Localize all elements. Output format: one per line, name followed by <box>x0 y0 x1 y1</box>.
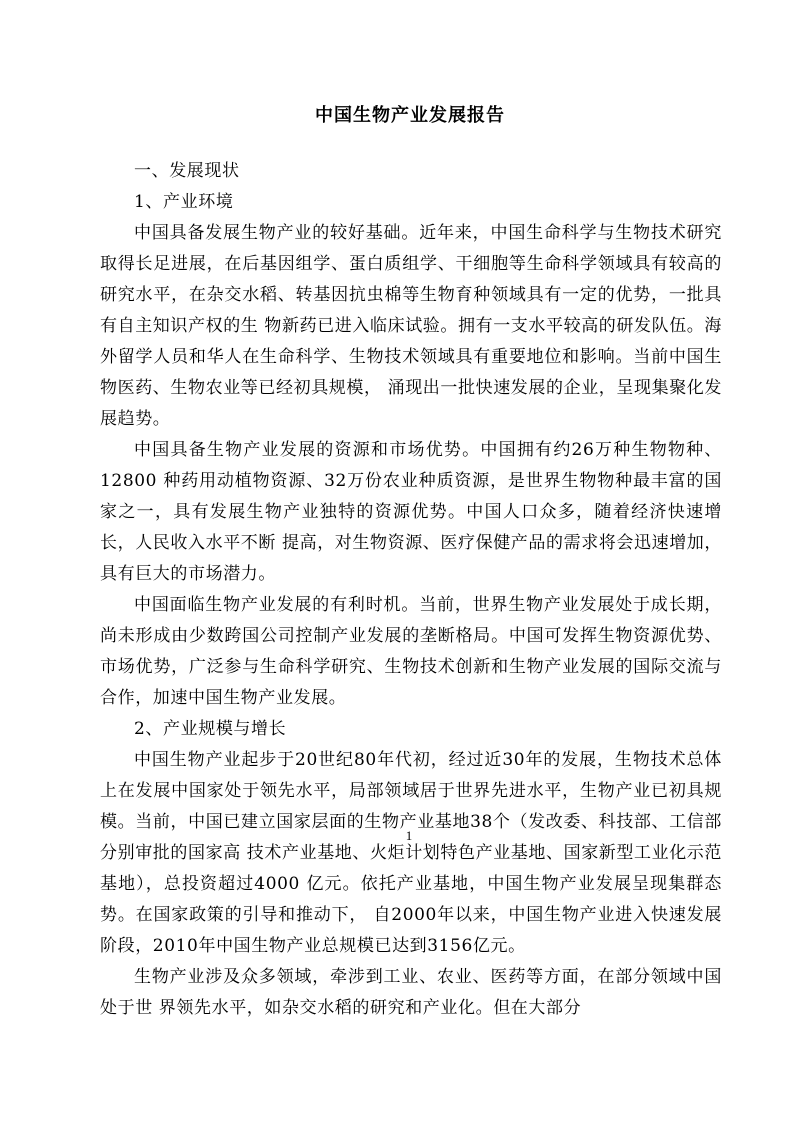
section-heading: 一、发展现状 <box>134 161 240 181</box>
subsection-heading: 1、产业环境 <box>134 192 234 212</box>
paragraph: 中国具备发展生物产业的较好基础。近年来，中国生命科学与生物技术研究取得长足进展，在后基因组学、蛋白质组学、干细胞等生命科学领域具有较高的研究水平，在杂交水稻、转基因抗虫棉等生物育种领域具有一定的优势，一批具有自主知识产权的生 物新药已进入临床试验。拥有一支水平较高的研发队伍。海外留学人员和华人在生命科学、生物技术领域具有重要地位和影响。当前中国生物医药、生物农业等已经初具规模， 涌现出一批快速发展的企业，呈现集聚化发展趋势。 <box>100 223 723 429</box>
paragraph: 中国生物产业起步于20世纪80年代初，经过近30年的发展，生物技术总体上在发展中国家处于领先水平，局部领域居于世界先进水平，生物产业已初具规模。当前，中国已建立国家层面的生物产业基地38个（发改委、科技部、工信部分别审批的国家高 技术产业基地、火炬计划特色产业基地、国家新型工业化示范基地），总投资超过4000 亿元。依托产业基地，中国生物产业发展呈现集群态势。在国家政策的引导和推动下， 自2000年以来，中国生物产业进入快速发展阶段，2010年中国生物产业总规模已达到3156亿元。 <box>100 750 723 956</box>
document-body <box>100 156 722 1024</box>
page-number: 1 <box>405 828 413 843</box>
paragraph: 中国具备生物产业发展的资源和市场优势。中国拥有约26万种生物物种、12800 种药用动植物资源、32万份农业种质资源，是世界生物物种最丰富的国家之一，具有发展生物产业独特的资源优势。中国人口众多，随着经济快速增长，人民收入水平不断 提高，对生物资源、医疗保健产品的需求将会迅速增加，具有巨大的市场潜力。 <box>100 440 723 584</box>
paragraph: 中国面临生物产业发展的有利时机。当前，世界生物产业发展处于成长期，尚未形成由少数跨国公司控制产业发展的垄断格局。中国可发挥生物资源优势、市场优势，广泛参与生命科学研究、生物技术创新和生物产业发展的国际交流与合作，加速中国生物产业发展。 <box>100 595 722 708</box>
subsection-heading: 2、产业规模与增长 <box>134 719 287 739</box>
paragraph: 生物产业涉及众多领域，牵涉到工业、农业、医药等方面，在部分领域中国处于世 界领先水平，如杂交水稻的研究和产业化。但在大部分 <box>100 967 722 1018</box>
document-title: 中国生物产业发展报告 <box>315 105 505 126</box>
